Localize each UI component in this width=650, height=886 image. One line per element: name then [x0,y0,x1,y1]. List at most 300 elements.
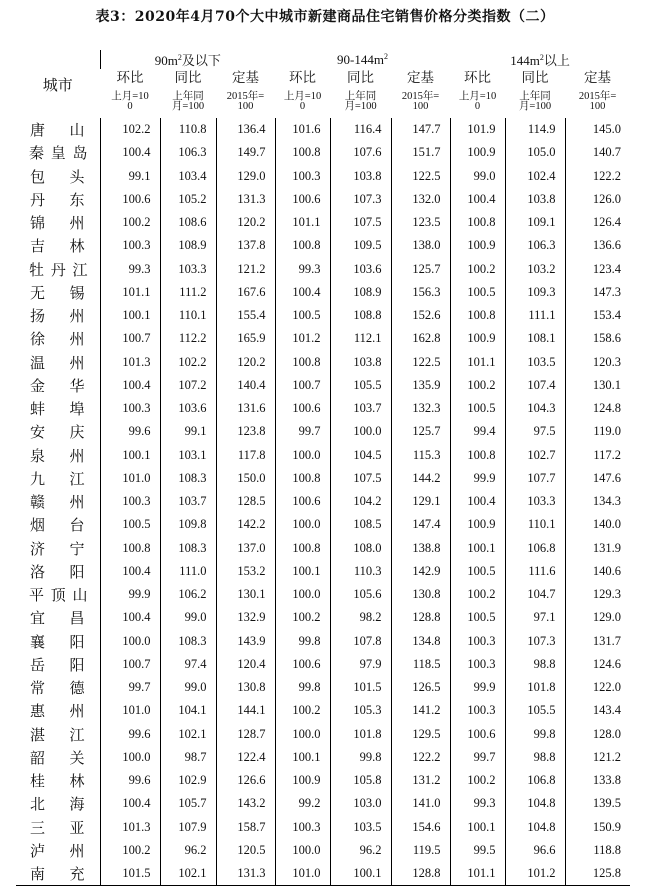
index-value: 126.0 [565,188,630,211]
index-value: 130.1 [565,374,630,397]
index-value: 122.5 [391,165,450,188]
base-line: 上月=10 [458,91,497,102]
index-value: 107.3 [330,188,391,211]
group-label-sup: 2 [539,53,544,62]
index-value: 112.1 [330,327,391,350]
index-value: 138.0 [391,234,450,257]
index-value: 150.0 [216,467,275,490]
table-row [16,630,630,653]
index-value: 131.7 [565,630,630,653]
index-value: 108.5 [330,513,391,536]
base-cell [450,86,505,118]
table-row [16,792,630,815]
index-value: 109.3 [505,281,565,304]
index-value: 158.6 [565,327,630,350]
index-value: 122.4 [216,746,275,769]
base-row [16,86,630,118]
city-name: 蚌埠 [30,402,85,419]
index-value: 111.1 [505,304,565,327]
index-value: 101.1 [100,281,160,304]
base-line: 0 [127,101,133,112]
city-name: 桂林 [30,774,85,791]
index-value: 132.3 [391,397,450,420]
index-value: 100.6 [275,397,330,420]
index-value: 98.8 [505,653,565,676]
city-name: 烟台 [30,518,85,535]
index-value: 117.8 [216,444,275,467]
index-value: 99.5 [450,839,505,862]
subheader-cell: 环比 [464,70,492,85]
index-value: 147.6 [565,467,630,490]
group-header-medium [275,50,450,69]
city-name: 宜昌 [30,611,85,628]
index-value: 100.6 [100,188,160,211]
index-value: 125.7 [391,420,450,443]
index-value: 101.5 [330,676,391,699]
index-value: 131.9 [565,537,630,560]
index-value: 104.1 [160,699,216,722]
index-value: 105.7 [160,792,216,815]
index-value: 103.7 [330,397,391,420]
index-value: 126.4 [565,211,630,234]
index-value: 128.0 [565,723,630,746]
index-value: 100.8 [100,537,160,560]
index-value: 100.8 [450,444,505,467]
index-value: 108.3 [160,630,216,653]
index-value: 100.3 [100,234,160,257]
city-name: 泉州 [30,448,85,465]
index-value: 100.2 [100,211,160,234]
index-value: 99.3 [275,258,330,281]
index-value: 96.6 [505,839,565,862]
table-row [16,188,630,211]
index-value: 143.4 [565,699,630,722]
index-value: 139.5 [565,792,630,815]
table-row [16,281,630,304]
index-value: 100.4 [100,606,160,629]
table-row [16,769,630,792]
index-value: 99.1 [160,420,216,443]
index-value: 100.7 [275,374,330,397]
base-line: 月=100 [518,101,552,112]
city-name: 无锡 [30,285,85,302]
index-value: 122.2 [565,165,630,188]
index-value: 100.6 [450,723,505,746]
group-label: 90-144m [337,51,384,67]
base-cell [330,86,391,118]
index-value: 108.9 [330,281,391,304]
subheader-cell: 同比 [347,70,375,85]
index-value: 130.8 [216,676,275,699]
index-value: 111.0 [160,560,216,583]
index-value: 105.3 [330,699,391,722]
index-value: 100.2 [450,583,505,606]
city-name: 襄阳 [30,634,85,651]
index-value: 107.3 [505,630,565,653]
index-value: 124.8 [565,397,630,420]
subheader-cell: 定基 [407,70,435,85]
index-value: 101.6 [275,118,330,141]
index-value: 99.0 [160,676,216,699]
table-row [16,351,630,374]
index-value: 123.4 [565,258,630,281]
table-row [16,234,630,257]
index-value: 98.8 [505,746,565,769]
index-value: 100.4 [450,188,505,211]
index-value: 97.4 [160,653,216,676]
index-value: 114.9 [505,118,565,141]
index-value: 100.5 [450,397,505,420]
subheader-cell: 同比 [174,70,202,85]
city-name: 温州 [30,355,85,372]
city-name: 岳阳 [30,657,85,674]
index-value: 99.3 [450,792,505,815]
index-value: 100.1 [100,304,160,327]
index-value: 153.4 [565,304,630,327]
index-value: 96.2 [330,839,391,862]
index-value: 99.7 [450,746,505,769]
index-value: 100.1 [330,862,391,886]
index-value: 128.8 [391,862,450,886]
subheader-cell: 定基 [584,70,612,85]
group-header-small [100,50,275,69]
table-row [16,862,630,886]
index-value: 150.9 [565,816,630,839]
index-value: 100.9 [450,513,505,536]
index-value: 122.5 [391,351,450,374]
index-value: 106.3 [505,234,565,257]
index-value: 103.1 [160,444,216,467]
index-value: 152.6 [391,304,450,327]
index-value: 107.9 [160,816,216,839]
index-value: 110.1 [505,513,565,536]
index-value: 100.1 [275,746,330,769]
index-value: 129.1 [391,490,450,513]
index-value: 99.0 [450,165,505,188]
index-value: 100.6 [275,653,330,676]
index-value: 103.4 [160,165,216,188]
index-value: 100.3 [100,490,160,513]
index-value: 101.8 [505,676,565,699]
index-value: 147.4 [391,513,450,536]
index-value: 110.8 [160,118,216,141]
index-value: 100.0 [100,746,160,769]
index-value: 100.0 [275,723,330,746]
index-value: 138.8 [391,537,450,560]
index-value: 99.4 [450,420,505,443]
index-value: 101.3 [100,351,160,374]
group-label: 144m [510,53,540,68]
index-value: 144.1 [216,699,275,722]
city-name: 北海 [30,797,85,814]
index-value: 129.3 [565,583,630,606]
index-value: 101.1 [450,351,505,374]
base-line: 上月=10 [283,91,322,102]
index-value: 104.3 [505,397,565,420]
index-value: 101.0 [275,862,330,886]
index-value: 119.0 [565,420,630,443]
index-value: 130.8 [391,583,450,606]
table-row [16,211,630,234]
table-row [16,653,630,676]
index-value: 104.2 [330,490,391,513]
index-value: 103.5 [330,816,391,839]
city-name: 秦皇岛 [29,146,88,163]
index-value: 100.8 [275,467,330,490]
index-value: 100.4 [100,374,160,397]
index-value: 108.9 [160,234,216,257]
index-value: 100.2 [450,374,505,397]
index-value: 104.8 [505,816,565,839]
index-value: 101.0 [100,467,160,490]
index-value: 141.0 [391,792,450,815]
index-value: 100.8 [275,351,330,374]
index-value: 100.4 [100,792,160,815]
index-value: 97.5 [505,420,565,443]
index-value: 99.8 [505,723,565,746]
index-value: 136.6 [565,234,630,257]
city-name: 济宁 [30,541,85,558]
index-value: 120.5 [216,839,275,862]
index-value: 103.3 [505,490,565,513]
city-name: 包头 [30,169,85,186]
city-name: 赣州 [30,495,85,512]
table-row [16,444,630,467]
index-value: 100.5 [450,281,505,304]
table-title: 表3：2020年4月70个大中城市新建商品住宅销售价格分类指数（二） [95,9,555,25]
index-value: 100.4 [450,490,505,513]
base-cell [505,86,565,118]
index-value: 111.6 [505,560,565,583]
index-value: 103.6 [330,258,391,281]
base-line: 月=100 [344,101,377,112]
index-value: 129.0 [565,606,630,629]
table-row [16,699,630,722]
table-row [16,165,630,188]
index-value: 102.2 [160,351,216,374]
index-value: 101.9 [450,118,505,141]
index-value: 100.6 [275,490,330,513]
city-name: 安庆 [30,425,85,442]
table-row [16,513,630,536]
index-value: 102.9 [160,769,216,792]
group-label-tail: 及以下 [181,53,221,68]
index-value: 142.2 [216,513,275,536]
index-value: 104.8 [505,792,565,815]
index-value: 100.4 [100,141,160,164]
index-value: 104.7 [505,583,565,606]
table-row [16,723,630,746]
index-value: 143.2 [216,792,275,815]
index-value: 147.3 [565,281,630,304]
index-value: 107.7 [505,467,565,490]
index-value: 100.5 [100,513,160,536]
city-name: 徐州 [30,332,85,349]
index-value: 100.4 [275,281,330,304]
index-value: 100.0 [275,583,330,606]
index-value: 149.7 [216,141,275,164]
index-value: 140.6 [565,560,630,583]
index-value: 99.6 [100,420,160,443]
index-value: 102.4 [505,165,565,188]
index-value: 130.1 [216,583,275,606]
index-value: 100.3 [450,653,505,676]
index-value: 102.1 [160,723,216,746]
index-value: 126.5 [391,676,450,699]
index-value: 103.8 [505,188,565,211]
index-value: 99.9 [450,676,505,699]
index-value: 100.7 [100,327,160,350]
base-line: 0 [299,101,306,112]
index-value: 97.1 [505,606,565,629]
index-value: 110.1 [160,304,216,327]
index-value: 103.8 [330,351,391,374]
index-value: 100.3 [275,816,330,839]
index-value: 120.4 [216,653,275,676]
base-line: 上年同 [344,91,377,102]
table-body [16,118,630,886]
city-name: 牡丹江 [29,262,88,279]
index-value: 151.7 [391,141,450,164]
index-value: 156.3 [391,281,450,304]
index-value: 120.3 [565,351,630,374]
index-value: 100.0 [275,839,330,862]
group-label-sup: 2 [384,51,388,61]
index-value: 102.7 [505,444,565,467]
index-value: 140.4 [216,374,275,397]
index-value: 100.8 [450,304,505,327]
table-row [16,397,630,420]
index-value: 142.9 [391,560,450,583]
index-value: 100.2 [275,606,330,629]
index-value: 99.7 [275,420,330,443]
table-row [16,839,630,862]
index-value: 125.7 [391,258,450,281]
table-row [16,304,630,327]
index-value: 117.2 [565,444,630,467]
index-value: 106.8 [505,769,565,792]
index-value: 137.8 [216,234,275,257]
index-value: 122.0 [565,676,630,699]
table-row [16,420,630,443]
index-value: 100.3 [100,397,160,420]
index-value: 128.8 [391,606,450,629]
index-value: 102.1 [160,862,216,886]
index-value: 118.8 [565,839,630,862]
base-cell [565,86,630,118]
table-row [16,141,630,164]
index-value: 102.2 [100,118,160,141]
base-line: 100 [589,101,606,112]
index-value: 153.2 [216,560,275,583]
index-value: 100.8 [275,537,330,560]
index-value: 108.0 [330,537,391,560]
index-value: 107.6 [330,141,391,164]
index-value: 100.2 [100,839,160,862]
index-value: 118.5 [391,653,450,676]
index-value: 107.4 [505,374,565,397]
index-value: 100.9 [275,769,330,792]
index-value: 100.1 [275,560,330,583]
index-value: 125.8 [565,862,630,886]
index-value: 144.2 [391,467,450,490]
index-value: 100.1 [450,537,505,560]
table-row [16,490,630,513]
index-value: 100.0 [100,630,160,653]
index-value: 126.6 [216,769,275,792]
subheader-cell: 环比 [116,70,144,85]
index-value: 100.4 [100,560,160,583]
index-value: 108.6 [160,211,216,234]
base-cell [275,86,330,118]
city-name: 三亚 [30,820,85,837]
city-name: 锦州 [30,216,85,233]
index-value: 129.0 [216,165,275,188]
base-line: 上年同 [519,91,551,102]
index-value: 103.2 [505,258,565,281]
base-cell [100,86,160,118]
index-value: 99.9 [450,467,505,490]
index-value: 101.5 [100,862,160,886]
index-value: 110.3 [330,560,391,583]
subheader-cell: 环比 [289,70,317,85]
index-value: 136.4 [216,118,275,141]
base-line: 2015年= [401,91,440,102]
index-value: 100.2 [275,699,330,722]
base-cell [160,86,216,118]
index-value: 133.8 [565,769,630,792]
index-value: 99.8 [330,746,391,769]
index-value: 106.3 [160,141,216,164]
index-value: 105.5 [505,699,565,722]
index-value: 109.5 [330,234,391,257]
index-value: 100.7 [100,653,160,676]
index-value: 108.8 [330,304,391,327]
city-name: 泸州 [30,843,85,860]
index-value: 100.3 [450,630,505,653]
index-value: 165.9 [216,327,275,350]
index-value: 147.7 [391,118,450,141]
city-name: 九江 [30,471,85,488]
table-row [16,537,630,560]
index-value: 158.7 [216,816,275,839]
group-header-large [450,50,630,69]
index-value: 100.6 [275,188,330,211]
city-name: 平顶山 [29,588,88,605]
index-value: 107.2 [160,374,216,397]
index-value: 111.2 [160,281,216,304]
index-value: 98.2 [330,606,391,629]
table-row [16,606,630,629]
base-line: 100 [412,101,429,112]
index-value: 100.9 [450,327,505,350]
index-value: 100.1 [450,816,505,839]
base-line: 2015年= [226,91,265,102]
index-value: 122.2 [391,746,450,769]
index-value: 96.2 [160,839,216,862]
index-value: 100.3 [450,699,505,722]
index-value: 100.5 [450,560,505,583]
base-line: 0 [474,101,481,112]
index-value: 100.8 [275,234,330,257]
index-value: 124.6 [565,653,630,676]
index-value: 134.8 [391,630,450,653]
table-row [16,676,630,699]
table-row [16,467,630,490]
index-value: 103.7 [160,490,216,513]
index-value: 99.1 [100,165,160,188]
index-value: 105.2 [160,188,216,211]
